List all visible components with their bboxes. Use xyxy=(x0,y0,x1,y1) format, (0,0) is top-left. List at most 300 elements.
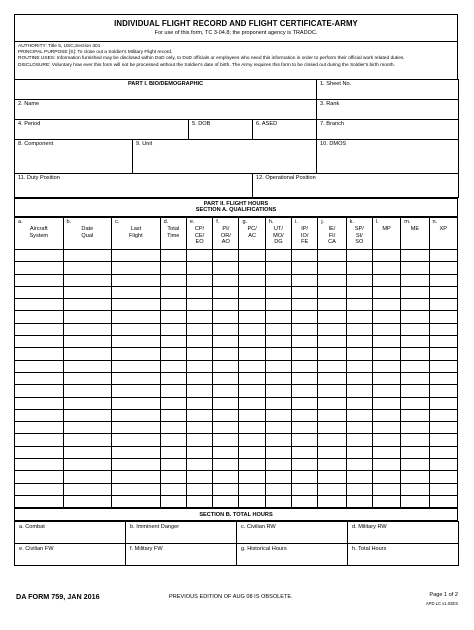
hours-cell[interactable] xyxy=(186,471,212,483)
hours-cell[interactable] xyxy=(160,385,186,397)
hours-cell[interactable] xyxy=(372,459,400,471)
hours-cell[interactable] xyxy=(160,348,186,360)
hours-cell[interactable] xyxy=(160,459,186,471)
hours-cell[interactable] xyxy=(401,409,429,421)
hours-cell[interactable] xyxy=(429,323,457,335)
hours-cell[interactable] xyxy=(213,250,239,262)
component-field[interactable]: 8. Component xyxy=(15,140,133,174)
hours-cell[interactable] xyxy=(265,274,291,286)
hours-cell[interactable] xyxy=(15,299,64,311)
hours-cell[interactable] xyxy=(186,323,212,335)
hours-cell[interactable] xyxy=(318,422,346,434)
hours-cell[interactable] xyxy=(265,250,291,262)
hours-cell[interactable] xyxy=(372,336,400,348)
hours-cell[interactable] xyxy=(213,434,239,446)
hours-cell[interactable] xyxy=(15,323,64,335)
hours-cell[interactable] xyxy=(160,250,186,262)
hours-cell[interactable] xyxy=(186,286,212,298)
hours-cell[interactable] xyxy=(15,495,64,507)
hours-cell[interactable] xyxy=(239,274,265,286)
hours-cell[interactable] xyxy=(401,471,429,483)
hours-cell[interactable] xyxy=(346,336,372,348)
hours-cell[interactable] xyxy=(213,397,239,409)
hours-cell[interactable] xyxy=(346,385,372,397)
hours-cell[interactable] xyxy=(346,323,372,335)
hours-cell[interactable] xyxy=(186,250,212,262)
hours-cell[interactable] xyxy=(239,336,265,348)
hours-cell[interactable] xyxy=(186,262,212,274)
hours-cell[interactable] xyxy=(63,336,112,348)
civilian-rw-field[interactable]: c. Civilian RW xyxy=(237,522,348,544)
hours-cell[interactable] xyxy=(372,360,400,372)
hours-cell[interactable] xyxy=(372,434,400,446)
hours-cell[interactable] xyxy=(186,459,212,471)
hours-cell[interactable] xyxy=(429,434,457,446)
hours-cell[interactable] xyxy=(239,311,265,323)
hours-cell[interactable] xyxy=(112,274,161,286)
hours-cell[interactable] xyxy=(292,262,318,274)
hours-cell[interactable] xyxy=(429,483,457,495)
hours-cell[interactable] xyxy=(292,250,318,262)
hours-cell[interactable] xyxy=(292,336,318,348)
hours-cell[interactable] xyxy=(186,299,212,311)
hours-cell[interactable] xyxy=(160,336,186,348)
hours-cell[interactable] xyxy=(372,311,400,323)
hours-cell[interactable] xyxy=(265,299,291,311)
hours-cell[interactable] xyxy=(292,495,318,507)
hours-cell[interactable] xyxy=(239,323,265,335)
hours-cell[interactable] xyxy=(186,274,212,286)
hours-cell[interactable] xyxy=(63,422,112,434)
hours-cell[interactable] xyxy=(429,471,457,483)
hours-cell[interactable] xyxy=(372,286,400,298)
hours-cell[interactable] xyxy=(372,323,400,335)
hours-cell[interactable] xyxy=(160,446,186,458)
hours-cell[interactable] xyxy=(112,299,161,311)
hours-cell[interactable] xyxy=(15,360,64,372)
hours-cell[interactable] xyxy=(401,495,429,507)
hours-cell[interactable] xyxy=(186,495,212,507)
hours-cell[interactable] xyxy=(112,495,161,507)
hours-cell[interactable] xyxy=(112,446,161,458)
hours-cell[interactable] xyxy=(292,471,318,483)
hours-cell[interactable] xyxy=(186,360,212,372)
hours-cell[interactable] xyxy=(346,311,372,323)
hours-cell[interactable] xyxy=(401,372,429,384)
hours-cell[interactable] xyxy=(239,299,265,311)
hours-cell[interactable] xyxy=(112,434,161,446)
hours-cell[interactable] xyxy=(292,286,318,298)
hours-cell[interactable] xyxy=(401,385,429,397)
hours-cell[interactable] xyxy=(265,348,291,360)
hours-cell[interactable] xyxy=(239,446,265,458)
hours-cell[interactable] xyxy=(213,495,239,507)
duty-position-field[interactable]: 11. Duty Position xyxy=(15,174,253,198)
hours-cell[interactable] xyxy=(318,409,346,421)
hours-cell[interactable] xyxy=(63,495,112,507)
hours-cell[interactable] xyxy=(401,422,429,434)
hours-cell[interactable] xyxy=(160,483,186,495)
hours-cell[interactable] xyxy=(292,323,318,335)
hours-cell[interactable] xyxy=(265,459,291,471)
hours-cell[interactable] xyxy=(292,311,318,323)
hours-cell[interactable] xyxy=(239,434,265,446)
hours-cell[interactable] xyxy=(265,397,291,409)
hours-cell[interactable] xyxy=(160,495,186,507)
hours-cell[interactable] xyxy=(346,446,372,458)
hours-cell[interactable] xyxy=(15,446,64,458)
hours-cell[interactable] xyxy=(213,459,239,471)
hours-cell[interactable] xyxy=(213,483,239,495)
hours-cell[interactable] xyxy=(186,434,212,446)
hours-cell[interactable] xyxy=(372,422,400,434)
hours-cell[interactable] xyxy=(372,250,400,262)
hours-cell[interactable] xyxy=(265,422,291,434)
hours-cell[interactable] xyxy=(292,385,318,397)
hours-cell[interactable] xyxy=(112,397,161,409)
hours-cell[interactable] xyxy=(318,286,346,298)
hours-cell[interactable] xyxy=(429,336,457,348)
hours-cell[interactable] xyxy=(112,250,161,262)
hours-cell[interactable] xyxy=(160,286,186,298)
hours-cell[interactable] xyxy=(372,446,400,458)
hours-cell[interactable] xyxy=(213,385,239,397)
hours-cell[interactable] xyxy=(346,286,372,298)
hours-cell[interactable] xyxy=(63,299,112,311)
hours-cell[interactable] xyxy=(265,262,291,274)
hours-cell[interactable] xyxy=(429,385,457,397)
hours-cell[interactable] xyxy=(112,409,161,421)
hours-cell[interactable] xyxy=(318,348,346,360)
hours-cell[interactable] xyxy=(239,348,265,360)
hours-cell[interactable] xyxy=(112,385,161,397)
hours-cell[interactable] xyxy=(292,483,318,495)
hours-cell[interactable] xyxy=(346,360,372,372)
hours-cell[interactable] xyxy=(265,286,291,298)
dmos-field[interactable]: 10. DMOS xyxy=(317,140,459,174)
hours-cell[interactable] xyxy=(160,274,186,286)
hours-cell[interactable] xyxy=(239,422,265,434)
hours-cell[interactable] xyxy=(15,250,64,262)
hours-cell[interactable] xyxy=(15,409,64,421)
hours-cell[interactable] xyxy=(265,434,291,446)
hours-cell[interactable] xyxy=(63,459,112,471)
hours-cell[interactable] xyxy=(318,311,346,323)
historical-hours-field[interactable]: g. Historical Hours xyxy=(237,544,348,566)
hours-cell[interactable] xyxy=(401,274,429,286)
hours-cell[interactable] xyxy=(186,372,212,384)
hours-cell[interactable] xyxy=(346,434,372,446)
hours-cell[interactable] xyxy=(318,385,346,397)
hours-cell[interactable] xyxy=(160,397,186,409)
hours-cell[interactable] xyxy=(401,323,429,335)
total-hours-field[interactable]: h. Total Hours xyxy=(348,544,459,566)
hours-cell[interactable] xyxy=(160,422,186,434)
hours-cell[interactable] xyxy=(15,483,64,495)
hours-cell[interactable] xyxy=(372,262,400,274)
hours-cell[interactable] xyxy=(160,471,186,483)
hours-cell[interactable] xyxy=(429,372,457,384)
hours-cell[interactable] xyxy=(401,286,429,298)
hours-cell[interactable] xyxy=(401,360,429,372)
hours-cell[interactable] xyxy=(292,459,318,471)
hours-cell[interactable] xyxy=(429,311,457,323)
hours-cell[interactable] xyxy=(213,372,239,384)
hours-cell[interactable] xyxy=(15,471,64,483)
hours-cell[interactable] xyxy=(15,311,64,323)
rank-field[interactable]: 3. Rank xyxy=(317,100,459,120)
hours-cell[interactable] xyxy=(186,483,212,495)
hours-cell[interactable] xyxy=(186,348,212,360)
hours-cell[interactable] xyxy=(160,311,186,323)
hours-cell[interactable] xyxy=(15,397,64,409)
hours-cell[interactable] xyxy=(63,372,112,384)
hours-cell[interactable] xyxy=(265,471,291,483)
hours-cell[interactable] xyxy=(213,262,239,274)
ased-field[interactable]: 6. ASED xyxy=(253,120,317,140)
hours-cell[interactable] xyxy=(401,483,429,495)
hours-cell[interactable] xyxy=(292,446,318,458)
hours-cell[interactable] xyxy=(429,446,457,458)
hours-cell[interactable] xyxy=(213,422,239,434)
hours-cell[interactable] xyxy=(372,372,400,384)
hours-cell[interactable] xyxy=(15,459,64,471)
hours-cell[interactable] xyxy=(186,311,212,323)
hours-cell[interactable] xyxy=(292,422,318,434)
hours-cell[interactable] xyxy=(112,286,161,298)
hours-cell[interactable] xyxy=(372,471,400,483)
unit-field[interactable]: 9. Unit xyxy=(133,140,317,174)
hours-cell[interactable] xyxy=(63,311,112,323)
hours-cell[interactable] xyxy=(15,274,64,286)
hours-cell[interactable] xyxy=(318,262,346,274)
hours-cell[interactable] xyxy=(160,299,186,311)
hours-cell[interactable] xyxy=(318,459,346,471)
hours-cell[interactable] xyxy=(186,422,212,434)
hours-cell[interactable] xyxy=(213,409,239,421)
hours-cell[interactable] xyxy=(346,459,372,471)
hours-cell[interactable] xyxy=(265,409,291,421)
hours-cell[interactable] xyxy=(239,471,265,483)
hours-cell[interactable] xyxy=(213,348,239,360)
hours-cell[interactable] xyxy=(160,409,186,421)
hours-cell[interactable] xyxy=(292,299,318,311)
hours-cell[interactable] xyxy=(346,483,372,495)
hours-cell[interactable] xyxy=(318,372,346,384)
hours-cell[interactable] xyxy=(213,286,239,298)
hours-cell[interactable] xyxy=(372,409,400,421)
hours-cell[interactable] xyxy=(429,274,457,286)
hours-cell[interactable] xyxy=(318,446,346,458)
hours-cell[interactable] xyxy=(429,409,457,421)
hours-cell[interactable] xyxy=(346,422,372,434)
hours-cell[interactable] xyxy=(265,495,291,507)
period-field[interactable]: 4. Period xyxy=(15,120,189,140)
hours-cell[interactable] xyxy=(346,250,372,262)
hours-cell[interactable] xyxy=(15,348,64,360)
hours-cell[interactable] xyxy=(401,348,429,360)
hours-cell[interactable] xyxy=(429,459,457,471)
civilian-fw-field[interactable]: e. Civilian FW xyxy=(15,544,126,566)
hours-cell[interactable] xyxy=(372,495,400,507)
hours-cell[interactable] xyxy=(265,323,291,335)
sheet-no-field[interactable]: 1. Sheet No. xyxy=(317,80,459,100)
hours-cell[interactable] xyxy=(112,422,161,434)
hours-cell[interactable] xyxy=(213,360,239,372)
hours-cell[interactable] xyxy=(112,459,161,471)
combat-field[interactable]: a. Combat xyxy=(15,522,126,544)
hours-cell[interactable] xyxy=(63,409,112,421)
hours-cell[interactable] xyxy=(429,299,457,311)
hours-cell[interactable] xyxy=(112,262,161,274)
hours-cell[interactable] xyxy=(401,262,429,274)
hours-cell[interactable] xyxy=(160,323,186,335)
hours-cell[interactable] xyxy=(160,360,186,372)
hours-cell[interactable] xyxy=(15,434,64,446)
hours-cell[interactable] xyxy=(63,385,112,397)
hours-cell[interactable] xyxy=(15,286,64,298)
hours-cell[interactable] xyxy=(346,372,372,384)
hours-cell[interactable] xyxy=(213,299,239,311)
hours-cell[interactable] xyxy=(63,483,112,495)
hours-cell[interactable] xyxy=(401,336,429,348)
hours-cell[interactable] xyxy=(160,434,186,446)
hours-cell[interactable] xyxy=(346,262,372,274)
hours-cell[interactable] xyxy=(318,336,346,348)
hours-cell[interactable] xyxy=(112,372,161,384)
hours-cell[interactable] xyxy=(318,434,346,446)
hours-cell[interactable] xyxy=(239,286,265,298)
hours-cell[interactable] xyxy=(213,446,239,458)
hours-cell[interactable] xyxy=(292,348,318,360)
hours-cell[interactable] xyxy=(112,483,161,495)
hours-cell[interactable] xyxy=(112,336,161,348)
hours-cell[interactable] xyxy=(239,262,265,274)
dob-field[interactable]: 5. DOB xyxy=(189,120,253,140)
hours-cell[interactable] xyxy=(112,311,161,323)
hours-cell[interactable] xyxy=(429,262,457,274)
hours-cell[interactable] xyxy=(239,459,265,471)
hours-cell[interactable] xyxy=(372,274,400,286)
hours-cell[interactable] xyxy=(213,311,239,323)
hours-cell[interactable] xyxy=(15,336,64,348)
hours-cell[interactable] xyxy=(429,348,457,360)
hours-cell[interactable] xyxy=(429,397,457,409)
hours-cell[interactable] xyxy=(213,471,239,483)
hours-cell[interactable] xyxy=(346,397,372,409)
hours-cell[interactable] xyxy=(239,483,265,495)
hours-cell[interactable] xyxy=(318,397,346,409)
hours-cell[interactable] xyxy=(63,323,112,335)
hours-cell[interactable] xyxy=(372,385,400,397)
hours-cell[interactable] xyxy=(318,360,346,372)
hours-cell[interactable] xyxy=(292,274,318,286)
hours-cell[interactable] xyxy=(15,372,64,384)
hours-cell[interactable] xyxy=(160,262,186,274)
hours-cell[interactable] xyxy=(239,385,265,397)
hours-cell[interactable] xyxy=(213,323,239,335)
hours-cell[interactable] xyxy=(112,471,161,483)
hours-cell[interactable] xyxy=(15,422,64,434)
hours-cell[interactable] xyxy=(401,299,429,311)
hours-cell[interactable] xyxy=(292,397,318,409)
hours-cell[interactable] xyxy=(346,409,372,421)
hours-cell[interactable] xyxy=(63,434,112,446)
hours-cell[interactable] xyxy=(372,397,400,409)
hours-cell[interactable] xyxy=(63,397,112,409)
hours-cell[interactable] xyxy=(213,336,239,348)
hours-cell[interactable] xyxy=(401,311,429,323)
hours-cell[interactable] xyxy=(372,483,400,495)
hours-cell[interactable] xyxy=(63,274,112,286)
hours-cell[interactable] xyxy=(63,250,112,262)
hours-cell[interactable] xyxy=(346,348,372,360)
name-field[interactable]: 2. Name xyxy=(15,100,317,120)
hours-cell[interactable] xyxy=(292,409,318,421)
hours-cell[interactable] xyxy=(15,262,64,274)
hours-cell[interactable] xyxy=(186,446,212,458)
branch-field[interactable]: 7. Branch xyxy=(317,120,459,140)
imminent-danger-field[interactable]: b. Imminent Danger xyxy=(126,522,237,544)
hours-cell[interactable] xyxy=(239,409,265,421)
hours-cell[interactable] xyxy=(401,434,429,446)
hours-cell[interactable] xyxy=(160,372,186,384)
hours-cell[interactable] xyxy=(213,274,239,286)
hours-cell[interactable] xyxy=(429,495,457,507)
hours-cell[interactable] xyxy=(346,274,372,286)
military-fw-field[interactable]: f. Military FW xyxy=(126,544,237,566)
hours-cell[interactable] xyxy=(112,348,161,360)
hours-cell[interactable] xyxy=(63,360,112,372)
hours-cell[interactable] xyxy=(401,446,429,458)
hours-cell[interactable] xyxy=(292,434,318,446)
hours-cell[interactable] xyxy=(372,348,400,360)
hours-cell[interactable] xyxy=(265,336,291,348)
hours-cell[interactable] xyxy=(63,471,112,483)
hours-cell[interactable] xyxy=(265,483,291,495)
hours-cell[interactable] xyxy=(401,459,429,471)
hours-cell[interactable] xyxy=(318,299,346,311)
hours-cell[interactable] xyxy=(429,360,457,372)
hours-cell[interactable] xyxy=(63,446,112,458)
hours-cell[interactable] xyxy=(372,299,400,311)
hours-cell[interactable] xyxy=(63,286,112,298)
hours-cell[interactable] xyxy=(318,323,346,335)
hours-cell[interactable] xyxy=(401,250,429,262)
hours-cell[interactable] xyxy=(318,274,346,286)
operational-position-field[interactable]: 12. Operational Position xyxy=(253,174,459,198)
hours-cell[interactable] xyxy=(265,385,291,397)
hours-cell[interactable] xyxy=(318,471,346,483)
hours-cell[interactable] xyxy=(265,311,291,323)
hours-cell[interactable] xyxy=(63,262,112,274)
hours-cell[interactable] xyxy=(186,397,212,409)
hours-cell[interactable] xyxy=(292,372,318,384)
hours-cell[interactable] xyxy=(292,360,318,372)
hours-cell[interactable] xyxy=(112,360,161,372)
hours-cell[interactable] xyxy=(15,385,64,397)
hours-cell[interactable] xyxy=(265,446,291,458)
hours-cell[interactable] xyxy=(265,372,291,384)
hours-cell[interactable] xyxy=(239,360,265,372)
hours-cell[interactable] xyxy=(63,348,112,360)
hours-cell[interactable] xyxy=(346,299,372,311)
hours-cell[interactable] xyxy=(239,495,265,507)
hours-cell[interactable] xyxy=(318,250,346,262)
hours-cell[interactable] xyxy=(112,323,161,335)
hours-cell[interactable] xyxy=(239,372,265,384)
hours-cell[interactable] xyxy=(429,250,457,262)
